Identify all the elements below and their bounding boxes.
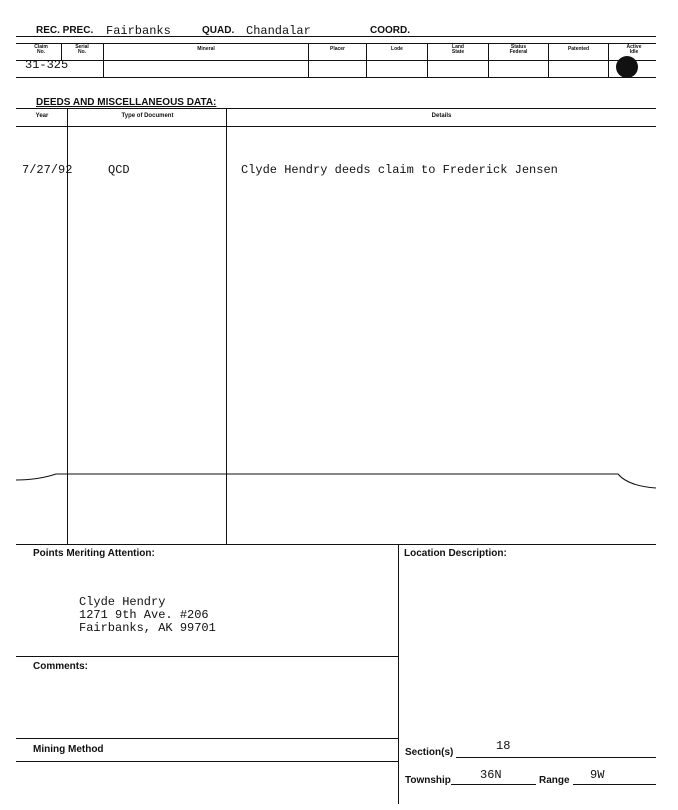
- address-line: Clyde Hendry: [79, 595, 166, 609]
- points-label: Points Meriting Attention:: [33, 548, 155, 559]
- mining-method-rule: [16, 738, 398, 739]
- col-mineral: Mineral: [197, 46, 215, 52]
- col-active-idle: Active Idle: [626, 44, 642, 55]
- range-value: 9W: [590, 768, 605, 782]
- col-serial-no: Serial No.: [75, 44, 89, 55]
- deeds-rule-header: [16, 126, 656, 127]
- header-rule-top: [16, 36, 656, 37]
- deed-year: 7/27/92: [22, 163, 73, 177]
- range-label: Range: [539, 775, 570, 786]
- deeds-col-type: Type of Document: [121, 113, 174, 119]
- deeds-rule-top: [16, 108, 656, 109]
- deeds-col-details: Details: [431, 113, 452, 119]
- active-status-dot: [616, 56, 638, 78]
- quad-value: Chandalar: [246, 24, 311, 38]
- range-underline: [573, 784, 656, 785]
- mining-method-rule-bottom: [16, 761, 398, 762]
- col-placer: Placer: [329, 46, 345, 52]
- deed-type: QCD: [108, 163, 130, 177]
- section-value: 18: [496, 739, 511, 753]
- mining-method-label: Mining Method: [33, 744, 104, 755]
- col-lode: Lode: [391, 46, 403, 52]
- header-rule-2: [16, 43, 656, 44]
- coord-label: COORD.: [370, 25, 410, 36]
- township-value: 36N: [480, 768, 502, 782]
- lower-center-divider: [398, 544, 399, 804]
- address-line: 1271 9th Ave. #206: [79, 608, 209, 622]
- header-divider: [608, 43, 609, 77]
- header-rule-bottom: [16, 77, 656, 78]
- township-label: Township: [405, 775, 451, 786]
- col-land-state: Land State: [451, 44, 465, 55]
- header-rule-3: [16, 60, 656, 61]
- quad-label: QUAD.: [202, 25, 235, 36]
- comments-rule: [16, 656, 398, 657]
- col-patented: Patented: [567, 46, 590, 52]
- deeds-section-title: DEEDS AND MISCELLANEOUS DATA:: [36, 97, 217, 108]
- township-underline: [451, 784, 536, 785]
- claim-no-value: 31-325: [25, 58, 69, 72]
- col-status-federal: Status Federal: [509, 44, 528, 55]
- location-label: Location Description:: [404, 548, 507, 559]
- deeds-col-year: Year: [35, 113, 49, 119]
- col-claim-no: Claim No.: [34, 44, 48, 55]
- page-edge-curve: [0, 460, 678, 500]
- deed-details: Clyde Hendry deeds claim to Frederick Jensen: [241, 163, 558, 177]
- rec-prec-value: Fairbanks: [106, 24, 171, 38]
- section-label: Section(s): [405, 747, 454, 758]
- rec-prec-label: REC. PREC.: [36, 25, 94, 36]
- deeds-rule-bottom: [16, 544, 656, 545]
- section-underline: [456, 757, 656, 758]
- comments-label: Comments:: [33, 661, 89, 672]
- address-line: Fairbanks, AK 99701: [79, 621, 216, 635]
